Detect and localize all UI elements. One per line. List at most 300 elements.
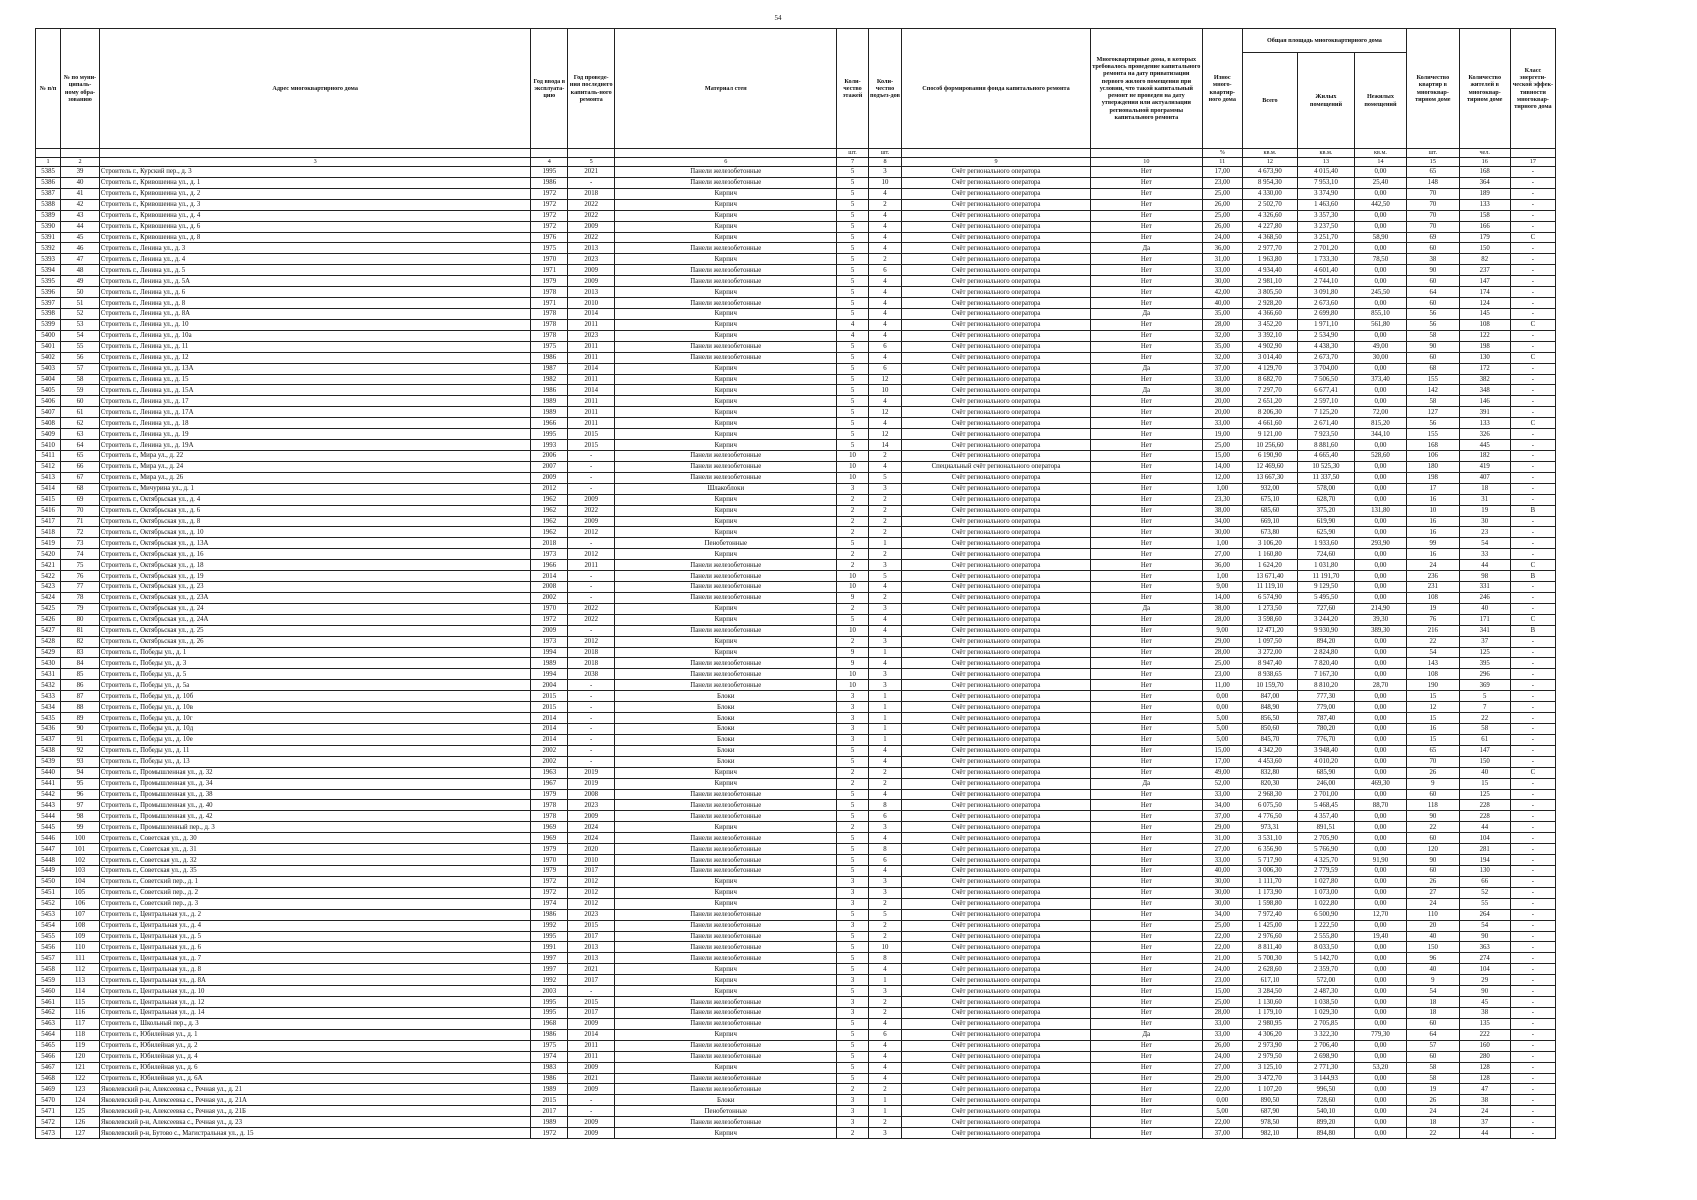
cell-n: 5434 <box>36 702 61 713</box>
cell-energy: - <box>1510 647 1555 658</box>
cell-area-living: 2 824,80 <box>1298 647 1355 658</box>
cell-area-living: 4 010,20 <box>1298 756 1355 767</box>
cell-residents: 222 <box>1459 1029 1510 1040</box>
cell-mun: 56 <box>61 352 100 363</box>
header-material: Материал стен <box>615 29 837 149</box>
header-area-living: Жилых помещений <box>1298 53 1355 149</box>
cell-energy: - <box>1510 538 1555 549</box>
table-row <box>36 1106 1556 1117</box>
cell-year-built: 1995 <box>531 429 568 440</box>
cell-entrances: 10 <box>868 942 902 953</box>
cell-year-built: 1979 <box>531 276 568 287</box>
table-row <box>36 953 1556 964</box>
cell-area-total: 669,10 <box>1242 516 1298 527</box>
cell-apts: 65 <box>1407 745 1459 756</box>
cell-residents: 37 <box>1459 636 1510 647</box>
cell-residents: 145 <box>1459 308 1510 319</box>
table-row <box>36 691 1556 702</box>
cell-year-repair: - <box>568 483 615 494</box>
cell-material: Панели железобетонные <box>615 866 837 877</box>
cell-area-living: 9 129,50 <box>1298 582 1355 593</box>
cell-n: 5451 <box>36 887 61 898</box>
cell-year-built: 1995 <box>531 997 568 1008</box>
cell-material: Кирпич <box>615 232 837 243</box>
cell-area-total: 8 206,30 <box>1242 407 1298 418</box>
cell-floors: 5 <box>837 844 868 855</box>
cell-apts: 108 <box>1407 669 1459 680</box>
cell-area-living: 246,00 <box>1298 778 1355 789</box>
cell-floors: 5 <box>837 298 868 309</box>
cell-energy: - <box>1510 330 1555 341</box>
cell-apts: 216 <box>1407 625 1459 636</box>
cell-residents: 382 <box>1459 374 1510 385</box>
cell-area-nonliving: 0,00 <box>1354 811 1406 822</box>
cell-fund: Счёт регионального оператора <box>902 669 1091 680</box>
cell-n: 5443 <box>36 800 61 811</box>
cell-mun: 73 <box>61 538 100 549</box>
cell-wear: 33,00 <box>1202 374 1242 385</box>
cell-residents: 364 <box>1459 177 1510 188</box>
cell-material: Кирпич <box>615 876 837 887</box>
cell-wear: 49,00 <box>1202 767 1242 778</box>
cell-year-built: 1971 <box>531 265 568 276</box>
cell-area-nonliving: 0,00 <box>1354 745 1406 756</box>
cell-area-nonliving: 12,70 <box>1354 909 1406 920</box>
cell-area-total: 9 121,00 <box>1242 429 1298 440</box>
cell-n: 5420 <box>36 549 61 560</box>
cell-mun: 123 <box>61 1084 100 1095</box>
cell-entrances: 5 <box>868 472 902 483</box>
cell-energy: С <box>1510 614 1555 625</box>
cell-required: Нет <box>1090 450 1202 461</box>
cell-area-nonliving: 0,00 <box>1354 461 1406 472</box>
header-area-total: Всего <box>1242 53 1298 149</box>
cell-wear: 33,00 <box>1202 418 1242 429</box>
cell-n: 5429 <box>36 647 61 658</box>
cell-area-nonliving: 0,00 <box>1354 243 1406 254</box>
cell-address: Строитель г., Ленина ул., д. 12 <box>99 352 531 363</box>
cell-address: Строитель г., Октябрьская ул., д. 23А <box>99 592 531 603</box>
cell-address: Строитель г., Юбилейная ул., д. 1 <box>99 1029 531 1040</box>
cell-residents: 98 <box>1459 571 1510 582</box>
cell-year-repair: 2022 <box>568 199 615 210</box>
cell-area-total: 3 392,10 <box>1242 330 1298 341</box>
cell-required: Нет <box>1090 265 1202 276</box>
cell-mun: 68 <box>61 483 100 494</box>
cell-wear: 37,00 <box>1202 363 1242 374</box>
cell-n: 5394 <box>36 265 61 276</box>
cell-area-nonliving: 0,00 <box>1354 167 1406 178</box>
cell-n: 5402 <box>36 352 61 363</box>
cell-wear: 40,00 <box>1202 298 1242 309</box>
cell-wear: 5,00 <box>1202 713 1242 724</box>
cell-floors: 5 <box>837 374 868 385</box>
cell-area-nonliving: 0,00 <box>1354 363 1406 374</box>
cell-floors: 2 <box>837 1084 868 1095</box>
cell-area-nonliving: 0,00 <box>1354 560 1406 571</box>
cell-apts: 40 <box>1407 931 1459 942</box>
cell-apts: 143 <box>1407 658 1459 669</box>
cell-area-nonliving: 0,00 <box>1354 876 1406 887</box>
cell-mun: 85 <box>61 669 100 680</box>
cell-material: Блоки <box>615 702 837 713</box>
cell-area-total: 6 574,90 <box>1242 592 1298 603</box>
cell-floors: 5 <box>837 341 868 352</box>
cell-area-living: 8 033,50 <box>1298 942 1355 953</box>
cell-year-built: 2009 <box>531 625 568 636</box>
cell-area-total: 1 624,20 <box>1242 560 1298 571</box>
cell-area-living: 1 733,30 <box>1298 254 1355 265</box>
cell-floors: 2 <box>837 603 868 614</box>
cell-wear: 38,00 <box>1202 603 1242 614</box>
cell-mun: 92 <box>61 745 100 756</box>
cell-area-living: 6 500,90 <box>1298 909 1355 920</box>
cell-area-nonliving: 0,00 <box>1354 724 1406 735</box>
cell-area-nonliving: 0,00 <box>1354 1007 1406 1018</box>
cell-material: Панели железобетонные <box>615 855 837 866</box>
cell-area-total: 1 107,20 <box>1242 1084 1298 1095</box>
cell-address: Строитель г., Октябрьская ул., д. 23 <box>99 582 531 593</box>
cell-energy: - <box>1510 494 1555 505</box>
cell-fund: Счёт регионального оператора <box>902 549 1091 560</box>
cell-required: Нет <box>1090 997 1202 1008</box>
table-row <box>36 800 1556 811</box>
cell-entrances: 3 <box>868 636 902 647</box>
cell-energy: - <box>1510 778 1555 789</box>
cell-residents: 108 <box>1459 319 1510 330</box>
table-row <box>36 549 1556 560</box>
table-body <box>36 167 1556 1139</box>
cell-energy: - <box>1510 1084 1555 1095</box>
cell-fund: Счёт регионального оператора <box>902 789 1091 800</box>
cell-residents: 24 <box>1459 1106 1510 1117</box>
cell-address: Строитель г., Октябрьская ул., д. 16 <box>99 549 531 560</box>
cell-mun: 105 <box>61 887 100 898</box>
cell-area-living: 1 027,80 <box>1298 876 1355 887</box>
cell-apts: 120 <box>1407 844 1459 855</box>
cell-wear: 30,00 <box>1202 887 1242 898</box>
cell-area-total: 3 106,20 <box>1242 538 1298 549</box>
cell-year-repair: 2018 <box>568 188 615 199</box>
cell-area-living: 2 671,40 <box>1298 418 1355 429</box>
cell-entrances: 4 <box>868 833 902 844</box>
cell-year-built: 2007 <box>531 461 568 472</box>
cell-energy: - <box>1510 975 1555 986</box>
cell-fund: Счёт регионального оператора <box>902 1128 1091 1139</box>
cell-n: 5463 <box>36 1018 61 1029</box>
cell-energy: - <box>1510 210 1555 221</box>
cell-year-repair: 2012 <box>568 887 615 898</box>
cell-material: Кирпич <box>615 1062 837 1073</box>
cell-required: Нет <box>1090 352 1202 363</box>
cell-wear: 28,00 <box>1202 647 1242 658</box>
cell-area-total: 675,10 <box>1242 494 1298 505</box>
cell-address: Строитель г., Ленина ул., д. 13А <box>99 363 531 374</box>
cell-mun: 97 <box>61 800 100 811</box>
cell-year-built: 1963 <box>531 767 568 778</box>
cell-address: Строитель г., Октябрьская ул., д. 13А <box>99 538 531 549</box>
cell-material: Панели железобетонные <box>615 909 837 920</box>
cell-energy: - <box>1510 855 1555 866</box>
cell-entrances: 4 <box>868 210 902 221</box>
cell-residents: 5 <box>1459 691 1510 702</box>
cell-mun: 79 <box>61 603 100 614</box>
cell-area-nonliving: 0,00 <box>1354 997 1406 1008</box>
cell-mun: 102 <box>61 855 100 866</box>
cell-area-total: 5 717,90 <box>1242 855 1298 866</box>
cell-year-built: 2009 <box>531 472 568 483</box>
cell-energy: - <box>1510 308 1555 319</box>
cell-address: Строитель г., Центральная ул., д. 6 <box>99 942 531 953</box>
cell-year-built: 1989 <box>531 407 568 418</box>
cell-residents: 133 <box>1459 199 1510 210</box>
cell-required: Нет <box>1090 287 1202 298</box>
cell-entrances: 2 <box>868 898 902 909</box>
cell-energy: - <box>1510 472 1555 483</box>
cell-area-total: 832,80 <box>1242 767 1298 778</box>
table-row <box>36 265 1556 276</box>
cell-address: Строитель г., Победы ул., д. 10в <box>99 702 531 713</box>
cell-area-nonliving: 58,90 <box>1354 232 1406 243</box>
cell-floors: 5 <box>837 789 868 800</box>
cell-material: Панели железобетонные <box>615 1018 837 1029</box>
cell-required: Нет <box>1090 756 1202 767</box>
cell-year-built: 2014 <box>531 713 568 724</box>
col-number: 4 <box>531 158 568 167</box>
cell-n: 5458 <box>36 964 61 975</box>
cell-material: Шлакоблоки <box>615 483 837 494</box>
cell-year-built: 1986 <box>531 385 568 396</box>
cell-fund: Счёт регионального оператора <box>902 1106 1091 1117</box>
cell-area-total: 4 330,00 <box>1242 188 1298 199</box>
cell-floors: 2 <box>837 527 868 538</box>
cell-residents: 124 <box>1459 298 1510 309</box>
cell-material: Кирпич <box>615 822 837 833</box>
cell-entrances: 10 <box>868 385 902 396</box>
cell-year-repair: - <box>568 450 615 461</box>
cell-required: Нет <box>1090 702 1202 713</box>
cell-fund: Счёт регионального оператора <box>902 713 1091 724</box>
cell-required: Нет <box>1090 844 1202 855</box>
cell-wear: 52,00 <box>1202 778 1242 789</box>
cell-material: Панели железобетонные <box>615 582 837 593</box>
cell-energy: - <box>1510 527 1555 538</box>
cell-area-total: 2 980,95 <box>1242 1018 1298 1029</box>
cell-entrances: 2 <box>868 527 902 538</box>
cell-year-repair: 2012 <box>568 876 615 887</box>
cell-fund: Счёт регионального оператора <box>902 745 1091 756</box>
cell-entrances: 4 <box>868 756 902 767</box>
cell-wear: 5,00 <box>1202 724 1242 735</box>
cell-mun: 100 <box>61 833 100 844</box>
cell-required: Нет <box>1090 855 1202 866</box>
cell-fund: Счёт регионального оператора <box>902 363 1091 374</box>
cell-residents: 37 <box>1459 1117 1510 1128</box>
cell-required: Нет <box>1090 931 1202 942</box>
cell-apts: 12 <box>1407 702 1459 713</box>
cell-entrances: 4 <box>868 1073 902 1084</box>
cell-area-living: 5 468,45 <box>1298 800 1355 811</box>
cell-year-built: 1967 <box>531 778 568 789</box>
cell-residents: 341 <box>1459 625 1510 636</box>
cell-area-nonliving: 0,00 <box>1354 549 1406 560</box>
cell-wear: 32,00 <box>1202 352 1242 363</box>
cell-energy: - <box>1510 221 1555 232</box>
cell-energy: - <box>1510 396 1555 407</box>
cell-area-living: 2 779,59 <box>1298 866 1355 877</box>
cell-year-repair: - <box>568 538 615 549</box>
cell-wear: 21,00 <box>1202 953 1242 964</box>
table-row <box>36 789 1556 800</box>
cell-area-total: 12 469,60 <box>1242 461 1298 472</box>
cell-floors: 3 <box>837 1106 868 1117</box>
cell-area-total: 982,10 <box>1242 1128 1298 1139</box>
cell-wear: 33,00 <box>1202 1018 1242 1029</box>
cell-mun: 106 <box>61 898 100 909</box>
cell-n: 5415 <box>36 494 61 505</box>
cell-fund: Счёт регионального оператора <box>902 407 1091 418</box>
cell-area-living: 894,20 <box>1298 636 1355 647</box>
cell-n: 5435 <box>36 713 61 724</box>
cell-area-living: 6 677,41 <box>1298 385 1355 396</box>
cell-required: Нет <box>1090 571 1202 582</box>
cell-address: Строитель г., Ленина ул., д. 17 <box>99 396 531 407</box>
cell-address: Строитель г., Советский пер., д. 3 <box>99 898 531 909</box>
cell-area-living: 3 948,40 <box>1298 745 1355 756</box>
cell-area-total: 4 306,20 <box>1242 1029 1298 1040</box>
cell-area-living: 3 237,50 <box>1298 221 1355 232</box>
cell-apts: 231 <box>1407 582 1459 593</box>
cell-wear: 30,00 <box>1202 527 1242 538</box>
cell-area-nonliving: 0,00 <box>1354 953 1406 964</box>
cell-floors: 5 <box>837 243 868 254</box>
cell-area-total: 978,50 <box>1242 1117 1298 1128</box>
cell-year-built: 1995 <box>531 167 568 178</box>
cell-entrances: 2 <box>868 505 902 516</box>
cell-year-repair: 2011 <box>568 1040 615 1051</box>
cell-n: 5457 <box>36 953 61 964</box>
cell-area-nonliving: 0,00 <box>1354 571 1406 582</box>
cell-wear: 1,00 <box>1202 483 1242 494</box>
cell-energy: - <box>1510 898 1555 909</box>
cell-floors: 10 <box>837 669 868 680</box>
cell-required: Нет <box>1090 396 1202 407</box>
cell-mun: 70 <box>61 505 100 516</box>
table-row <box>36 1007 1556 1018</box>
table-row <box>36 450 1556 461</box>
cell-floors: 10 <box>837 680 868 691</box>
cell-floors: 5 <box>837 429 868 440</box>
cell-energy: С <box>1510 319 1555 330</box>
cell-area-living: 4 325,70 <box>1298 855 1355 866</box>
cell-fund: Счёт регионального оператора <box>902 603 1091 614</box>
cell-material: Кирпич <box>615 494 837 505</box>
cell-mun: 125 <box>61 1106 100 1117</box>
cell-residents: 160 <box>1459 1040 1510 1051</box>
unit-area-nonliving: кв.м. <box>1354 149 1406 158</box>
cell-year-built: 1966 <box>531 418 568 429</box>
cell-required: Нет <box>1090 582 1202 593</box>
cell-area-living: 11 191,70 <box>1298 571 1355 582</box>
cell-required: Нет <box>1090 964 1202 975</box>
cell-residents: 407 <box>1459 472 1510 483</box>
unit-entrances: шт. <box>868 149 902 158</box>
cell-fund: Счёт регионального оператора <box>902 800 1091 811</box>
cell-fund: Счёт регионального оператора <box>902 582 1091 593</box>
cell-n: 5444 <box>36 811 61 822</box>
header-entrances: Коли-чество подъез-дов <box>868 29 902 149</box>
cell-year-built: 1962 <box>531 494 568 505</box>
cell-residents: 40 <box>1459 767 1510 778</box>
cell-fund: Счёт регионального оператора <box>902 210 1091 221</box>
cell-floors: 5 <box>837 385 868 396</box>
cell-area-nonliving: 0,00 <box>1354 494 1406 505</box>
cell-fund: Счёт регионального оператора <box>902 756 1091 767</box>
cell-residents: 104 <box>1459 964 1510 975</box>
cell-area-nonliving: 0,00 <box>1354 1128 1406 1139</box>
cell-apts: 106 <box>1407 450 1459 461</box>
cell-area-living: 8 810,20 <box>1298 680 1355 691</box>
cell-year-repair: 2019 <box>568 778 615 789</box>
cell-year-built: 2003 <box>531 986 568 997</box>
cell-year-repair: 2013 <box>568 953 615 964</box>
cell-year-repair: - <box>568 472 615 483</box>
cell-address: Строитель г., Мира ул., д. 24 <box>99 461 531 472</box>
cell-year-built: 1989 <box>531 658 568 669</box>
cell-apts: 24 <box>1407 560 1459 571</box>
cell-mun: 50 <box>61 287 100 298</box>
cell-area-nonliving: 0,00 <box>1354 1084 1406 1095</box>
cell-apts: 70 <box>1407 210 1459 221</box>
cell-residents: 274 <box>1459 953 1510 964</box>
cell-residents: 7 <box>1459 702 1510 713</box>
cell-fund: Счёт регионального оператора <box>902 308 1091 319</box>
cell-area-nonliving: 0,00 <box>1354 898 1406 909</box>
cell-area-living: 776,70 <box>1298 734 1355 745</box>
cell-required: Нет <box>1090 177 1202 188</box>
cell-area-total: 3 006,30 <box>1242 866 1298 877</box>
cell-area-nonliving: 0,00 <box>1354 1106 1406 1117</box>
cell-entrances: 12 <box>868 407 902 418</box>
cell-area-nonliving: 0,00 <box>1354 942 1406 953</box>
cell-energy: - <box>1510 1095 1555 1106</box>
cell-floors: 5 <box>837 614 868 625</box>
cell-area-living: 10 525,30 <box>1298 461 1355 472</box>
cell-wear: 19,00 <box>1202 429 1242 440</box>
cell-energy: - <box>1510 702 1555 713</box>
cell-residents: 158 <box>1459 210 1510 221</box>
cell-year-repair: - <box>568 680 615 691</box>
cell-apts: 108 <box>1407 592 1459 603</box>
cell-area-living: 4 357,40 <box>1298 811 1355 822</box>
cell-area-total: 1 130,60 <box>1242 997 1298 1008</box>
cell-area-nonliving: 0,00 <box>1354 647 1406 658</box>
cell-area-total: 4 661,60 <box>1242 418 1298 429</box>
cell-entrances: 3 <box>868 822 902 833</box>
cell-fund: Счёт регионального оператора <box>902 232 1091 243</box>
cell-residents: 54 <box>1459 920 1510 931</box>
table-row <box>36 964 1556 975</box>
cell-required: Нет <box>1090 713 1202 724</box>
cell-area-total: 3 284,50 <box>1242 986 1298 997</box>
cell-address: Строитель г., Советская ул., д. 32 <box>99 855 531 866</box>
cell-energy: - <box>1510 833 1555 844</box>
cell-mun: 96 <box>61 789 100 800</box>
cell-year-repair: 2022 <box>568 232 615 243</box>
cell-material: Блоки <box>615 713 837 724</box>
cell-address: Строитель г., Промышленный пер., д. 3 <box>99 822 531 833</box>
cell-year-repair: 2009 <box>568 1018 615 1029</box>
